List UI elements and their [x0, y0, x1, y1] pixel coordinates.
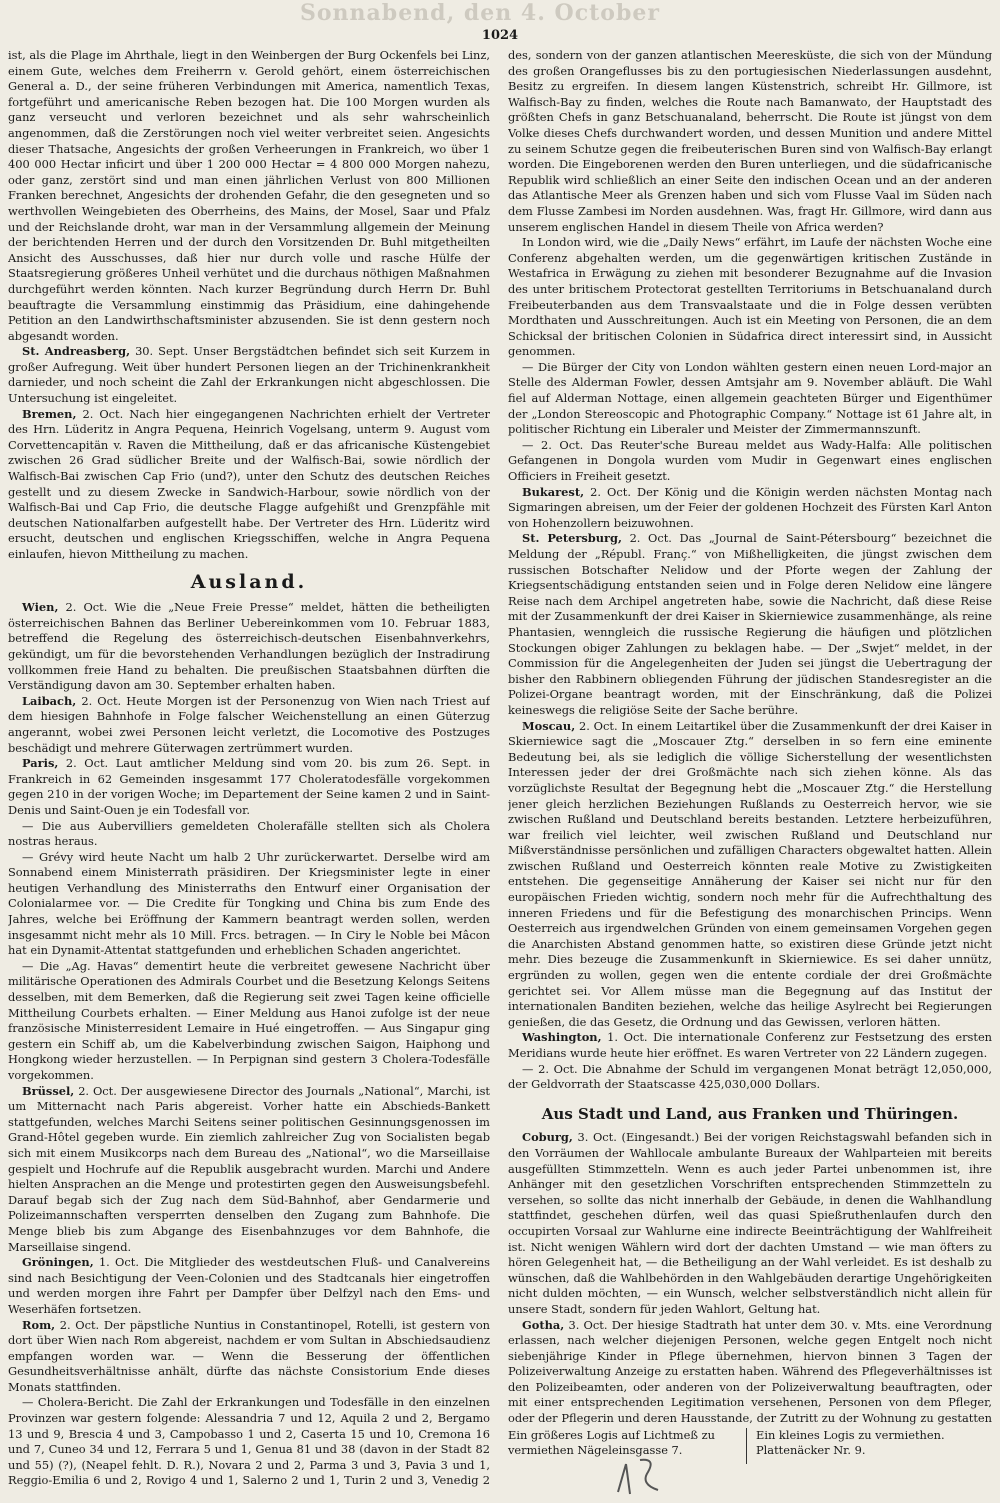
- article-text: Unser Bergstädtchen befindet sich seit Kurzem in großer Aufregung. Weit über hundert Personen liegen an der Trichinenkrankheit darnieder, und noch scheint die Zahl der Erkrankungen nicht abgeschlossen. Die Untersuchung ist eingeleitet.: [8, 344, 490, 406]
- article-paragraph: In London wird, wie die „Daily News“ erfährt, im Laufe der nächsten Woche eine Conferenz abgehalten werden, um die gegenwärtigen kritischen Zustände in Westafrica in Erwägung zu ziehen mit besonderer Bezugnahme auf die Invasion des unter britischem Protectorat gestellten Territoriums in Betschuanaland durch Freibeuterbanden aus dem Transvaalstaate und die in Folge dessen verübten Mordthaten und Ausschreitungen. Auch ist ein Meeting von Personen, die an dem Schicksal der britischen Colonien in Südafrica direct interessirt sind, in Aussicht genommen.: [508, 235, 992, 359]
- article-paragraph: [8, 344, 490, 406]
- article-date: 2. Oct.: [81, 693, 122, 708]
- article-text: Der päpstliche Nuntius in Constantinopel, Rotelli, ist gestern von dort über Wien nach Rom abgereist, nachdem er vom Sultan in Abschiedsaudienz empfangen worden war. — Wenn die Besserung der öffentlichen Gesundheitsverhältnisse anhält, dürfte das nächste Consistorium Ende dieses Monats stattfinden.: [8, 1317, 490, 1394]
- left-column: [8, 48, 490, 1488]
- article-paragraph: [508, 719, 992, 1031]
- dateline: Coburg,: [522, 1130, 573, 1145]
- article-paragraph: — Die „Ag. Havas“ dementirt heute die verbreitet gewesene Nachricht über militärische Operationen des Admirals Courbet und die Besetzung Kelongs Seitens desselben, mit dem Bemerken, daß die Regierung seit zwei Tagen keine officielle Mittheilung Courbets erhalten. — Einer Meldung aus Hanoi zufolge ist der neue französische Ministerresident Lemaire in Hué eingetroffen. — Aus Singapur ging gestern ein Schiff ab, um die Kabelverbindung zwischen Saigon, Haiphong und Hongkong wieder herzustellen. — In Perpignan sind gestern 3 Cholera-Todesfälle vorgekommen.: [8, 958, 490, 1082]
- article-text: Laut amtlicher Meldung sind vom 20. bis zum 26. Sept. in Frankreich in 62 Gemeinden insgesammt 177 Choleratodesfälle vorgekommen gegen 210 in der vorigen Woche; im Departement der Seine kamen 2 und in Saint-Denis und Saint-Ouen je ein Todesfall vor.: [8, 756, 490, 817]
- dateline: Gotha,: [522, 1317, 565, 1332]
- article-paragraph: [508, 1030, 992, 1061]
- article-date: 2. Oct.: [590, 484, 631, 499]
- handwritten-mark: [612, 1452, 682, 1500]
- article-paragraph: [508, 531, 992, 718]
- dateline: Wien,: [22, 600, 59, 615]
- article-paragraph: [8, 600, 490, 694]
- article-paragraph: [8, 756, 490, 818]
- article-text: Der ausgewiesene Director des Journals „National“, Marchi, ist um Mitternacht nach Paris abgereist. Vorher hatte ein Abschieds-Bankett stattgefunden, welches Marchi Seitens seiner politischen Gesinnungsgenossen im Grand-Hôtel gegeben wurde. Ein ziemlich zahlreicher Zug von Socialisten begab sich mit einem Musikcorps nach dem Bureau des „National“, wo die Marseillaise gespielt und Hochrufe auf die Republik ausgebracht wurden. Marchi und Andere hielten Ansprachen an die Menge und protestirten gegen den Ausweisungsbefehl. Darauf begab sich der Zug nach dem Süd-Bahnhof, aber Gendarmerie und Polizeimannschaften versperrten denselben den Zugang zum Bahnhofe. Die Menge blieb bis zum Abgange des Eisenbahnzuges vor dem Bahnhofe, die Marseillaise singend.: [8, 1083, 490, 1254]
- article-date: 1. Oct.: [607, 1030, 648, 1045]
- dateline: Gröningen,: [22, 1255, 94, 1270]
- article-paragraph: [8, 1318, 490, 1396]
- article-date: 2. Oct.: [78, 1083, 117, 1098]
- article-text: Die Mitglieder des westdeutschen Fluß- und Canalvereins sind nach Besichtigung der Veen-Colonien und des Stadtcanals hier eingetroffen und werden morgen ihre Fahrt per Dampfer über Delfzyl nach den Ems- und Weserhäfen fortsetzen.: [8, 1255, 490, 1316]
- article-text: Nach hier eingegangenen Nachrichten erhielt der Vertreter des Hrn. Lüderitz in Angra Pequena, Heinrich Vogelsang, unterm 9. August vom Corvettencapitän v. Raven die Mittheilung, daß er das africanische Küstengebiet zwischen 26 Grad südlicher Breite und der Walfisch-Bai, sowie nördlich der Walfisch-Bai zwischen Cap Frio (und?), unter den Schutz des deutschen Reiches gestellt und zu diesem Zwecke in Sandwich-Harbour, sowie nördlich von der Walfisch-Bai und Cap Frio, die deutsche Flagge aufgehißt und Grenzpfähle mit deutschen Nationalfarben aufgestellt habe. Der Vertreter des Hrn. Lüderitz wird ersucht, deutschen und englischen Kriegsschiffen, welche in Angra Pequena einlaufen, hievon Mittheilung zu machen.: [8, 406, 490, 561]
- article-paragraph: [508, 1318, 992, 1429]
- article-date: 2. Oct.: [579, 718, 618, 733]
- article-paragraph: [8, 694, 490, 756]
- article-text: In einem Leitartikel über die Zusammenkunft der drei Kaiser in Skierniewice sagt die „Moscauer Ztg.“ derselben in so fern eine eminente Bedeutung bei, als sie lediglich die völlige Sicherstellung der wesentlichsten Interessen jeder der drei Großmächte nach sich ziehen könne. Als das vorzüglichste Resultat der Begegnung hebt die „Moscauer Ztg.“ die Herstellung jener gleich herzlichen Beziehungen Rußlands zu Oesterreich hervor, wie sie zwischen Rußland und Deutschland bereits bestanden. Letztere herbeizuführen, war freilich viel leichter, weil zwischen Rußland und Deutschland nur Mißverständnisse persönlichen und zufälligen Characters obgewaltet hatten. Allein zwischen Rußland und Oesterreich könnten reale Motive zu Zwistigkeiten entstehen. Die gegenseitige Annäherung der Kaiser sei nicht nur für den europäischen Frieden wichtig, sondern noch mehr für die Aufrechthaltung des inneren Friedens und für die Befestigung des monarchischen Princips. Wenn Oesterreich aus irgendwelchen Gründen von einem gemeinsamen Vorgehen gegen die Anarchisten Abstand genommen hatte, so existiren diese Gründe jetzt nicht mehr. Dies bezeuge die Zusammenkunft in Skierniewice. Es sei daher unnütz, ergründen zu wollen, gegen wen die entente cordiale der drei Großmächte gerichtet sei. Vor Allem müsse man die Begegnung auf das Institut der internationalen Banditen beziehen, welche das heilige Asylrecht bei Regierungen genießen, die das Gesetz, die Ordnung und das Gewissen, verloren hätten.: [508, 718, 992, 1029]
- article-paragraph: [508, 485, 992, 532]
- section-heading-stadt-und-land: Aus Stadt und Land, aus Franken und Thüringen.: [541, 1104, 959, 1123]
- dateline: Rom,: [22, 1317, 56, 1332]
- section-heading-ausland: Ausland.: [190, 570, 308, 593]
- article-date: 2. Oct.: [65, 756, 109, 771]
- article-date: 3. Oct.: [577, 1130, 617, 1145]
- article-date: 30. Sept.: [135, 344, 189, 359]
- dateline: Paris,: [22, 756, 59, 771]
- article-text: (Eingesandt.) Bei der vorigen Reichstagswahl befanden sich in den Vorräumen der Wahllocale ambulante Bureaux der Wahlparteien mit bereits ausgefüllten Stimmzetteln. Wenn es auch jeder Partei unbenommen ist, ihre Anhänger mit den gesetzlichen Vorschriften entsprechenden Stimmzetteln zu versehen, so sollte das nicht innerhalb der Gebäude, in denen die Wahlhandlung stattfindet, geschehen dürfen, weil das quasi Spießruthenlaufen durch den occupirten Vorsaal zur Wahlurne eine indirecte Beeinträchtigung der Wahlfreiheit ist. Nicht wenigen Wählern wird dort der dachten Umstand — wie man öfters zu hören Gelegenheit hat, — die Betheiligung an der Wahl verleidet. Es ist deshalb zu wünschen, daß die Wahlbehörden in den Wahlgebäuden derartige Ungehörigkeiten nicht dulden möchten, — ein Wunsch, welcher selbstverständlich nicht allein für unsere Stadt, sondern für jeden Wahlort, Geltung hat.: [508, 1130, 992, 1316]
- right-column: [508, 48, 992, 1428]
- classified-ad: Ein kleines Logis zu vermiethen. Plattenäcker Nr. 9.: [756, 1428, 945, 1457]
- dateline: St. Andreasberg,: [22, 344, 131, 359]
- article-text: Heute Morgen ist der Personenzug von Wien nach Triest auf dem hiesigen Bahnhofe in Folge falscher Weichenstellung an einen Güterzug angerannt, wobei zwei Personen leicht verletzt, die Locomotive des Postzuges beschädigt und mehrere Güterwagen zertrümmert wurden.: [8, 693, 490, 755]
- article-date: 2. Oct.: [82, 406, 124, 421]
- article-date: 2. Oct.: [59, 1317, 100, 1332]
- article-paragraph: — 2. Oct. Die Abnahme der Schuld im vergangenen Monat beträgt 12,050,000, der Geldvorrath der Staatscasse 425,030,000 Dollars.: [508, 1061, 992, 1092]
- article-paragraph: — Die aus Aubervilliers gemeldeten Cholerafälle stellten sich als Cholera nostras heraus.: [8, 818, 490, 849]
- article-paragraph: [8, 1255, 490, 1317]
- dateline: Laibach,: [22, 693, 77, 708]
- dateline: St. Petersburg,: [522, 531, 622, 546]
- article-paragraph: — Cholera-Bericht. Die Zahl der Erkrankungen und Todesfälle in den einzelnen Provinzen war gestern folgende: Alessandria 7 und 12, Aquila 2 und 2, Bergamo 13 und 9, Brescia 4 und 3, Campobasso 1 und 2, Caserta 15 und 10, Cremona 16 und 7, Cuneo 34 und 12, Ferrara 5 und 1, Genua 81 und 38 (davon in der Stadt 82 und 55) (?), (Neapel fehlt. D. R.), Novara 2 und 2, Parma 3 und 3, Pavia 3 und 1, Reggio-Emilia 6 und 2, Rovigo 4 und 1, Salerno 2 und 1, Turin 2 und 3, Venedig 2: [8, 1395, 490, 1488]
- article-text: Der König und die Königin werden nächsten Montag nach Sigmaringen abreisen, um der Feier der goldenen Hochzeit des Fürsten Karl Anton von Hohenzollern beizuwohnen.: [508, 484, 992, 530]
- dateline: Bukarest,: [522, 484, 585, 499]
- article-date: 1. Oct.: [98, 1255, 139, 1270]
- dateline: Washington,: [522, 1030, 602, 1045]
- classified-ads: [508, 1428, 992, 1468]
- dateline: Brüssel,: [22, 1083, 75, 1098]
- dateline: Moscau,: [522, 718, 576, 733]
- article-text: Die internationale Conferenz zur Festsetzung des ersten Meridians wurde heute hier eröffnet. Es waren Vertreter von 22 Ländern zugegen.: [508, 1030, 992, 1060]
- article-text: Das „Journal de Saint-Pétersbourg“ bezeichnet die Meldung der „Républ. Franç.“ von Mißhelligkeiten, die jüngst zwischen dem russischen Botschafter Nelidow und der Pforte wegen der Zahlung der Kriegsentschädigung entstanden seien und in Folge deren Nelidow eine längere Reise nach dem Archipel angetreten habe, sowie die Nachricht, daß diese Reise mit der Zusammenkunft der drei Kaiser in Skierniewice zusammenhänge, als reine Phantasien, wenngleich die russische Regierung die häufigen und plötzlichen Stockungen obiger Zahlungen zu beklagen habe. — Der „Swjet“ meldet, in der Commission für die Angelegenheiten der Juden sei jüngst die Uebertragung der bisher den Rabbinern obliegenden Führung der jüdischen Standesregister an die Polizei-Organe beantragt worden, mit der Einschränkung, daß die Polizei keineswegs die religiöse Seite der Sache berühre.: [508, 531, 992, 717]
- classified-ad: Ein größeres Logis auf Lichtmeß zu vermiethen Nägeleinsgasse 7.: [508, 1428, 715, 1457]
- article-paragraph: — Grévy wird heute Nacht um halb 2 Uhr zurückerwartet. Derselbe wird am Sonnabend einem Ministerrath präsidiren. Der Kriegsminister legte in einer heutigen Verhandlung des Ministerraths den Entwurf einer Organisation der Colonialarmee vor. — Die Credite für Tongking und China bis zum Ende des Jahres, welche bei Eröffnung der Kammern beantragt werden sollen, werden insgesammt nicht mehr als 10 Mill. Frcs. betragen. — In Ciry le Noble bei Mâcon hat ein Dynamit-Attentat stattgefunden und erheblichen Schaden angerichtet.: [8, 849, 490, 958]
- article-date: 2. Oct.: [629, 531, 672, 546]
- page-number: 1024: [481, 28, 519, 43]
- article-text: Der hiesige Stadtrath hat unter dem 30. v. Mts. eine Verordnung erlassen, nach welcher diejenigen Personen, welche gegen Entgelt noch nicht siebenjährige Kinder in Pflege übernehmen, hiervon binnen 3 Tagen der Polizeiverwaltung Anzeige zu erstatten haben. Während des Pflegeverhältnisses ist den Polizeibeamten, oder anderen von der Polizeiverwaltung beauftragten, oder mit einer entsprechenden Legitimation versehenen, Personen von dem Pfleger, oder der Pflegerin und deren Hausstande, der Zutritt zu der Wohnung zu gestatten: [508, 1317, 992, 1426]
- bleed-through-header: Sonnabend, den 4. October: [300, 0, 660, 26]
- article-paragraph: [8, 407, 490, 563]
- article-text: Wie die „Neue Freie Presse“ meldet, hätten die betheiligten österreichischen Bahnen das Berliner Uebereinkommen vom 10. Februar 1883, betreffend die Regelung des österreichisch-deutschen Eisenbahnverkehrs, gekündigt, um für die bevorstehenden Verhandlungen bezüglich der Instradirung vollkommen freie Hand zu behalten. Die preußischen Staatsbahnen dürften die Verständigung davon am 30. September erhalten haben.: [8, 600, 490, 693]
- article-paragraph: — Die Bürger der City von London wählten gestern einen neuen Lord-major an Stelle des Alderman Fowler, dessen Amtsjahr am 9. November abläuft. Die Wahl fiel auf Alderman Nottage, einen allgemein geachteten Bürger und Eigenthümer der „London Stereoscopic and Photographic Company.“ Nottage ist 61 Jahre alt, in politischer Richtung ein Liberaler und Meister der Zimmermannszunft.: [508, 359, 992, 437]
- dateline: Bremen,: [22, 406, 77, 421]
- article-date: 3. Oct.: [568, 1317, 608, 1332]
- article-paragraph: ist, als die Plage im Ahrthale, liegt in den Weinbergen der Burg Ockenfels bei Linz, einem Gute, welches dem Freiherrn v. Gerold gehört, einem österreichischen General a. D., der seine früheren Verbindungen mit America, namentlich Texas, fortgeführt und americanische Reben bezogen hat. Die 100 Morgen wurden als ganz verseucht und verloren bezeichnet und als sehr wahrscheinlich angenommen, daß die Zerstörungen noch viel weiter verbreitet seien. Angesichts dieser Thatsache, Angesichts der großen Verheerungen in Frankreich, wo über 1 400 000 Hectar inficirt und über 1 200 000 Hectar = 4 800 000 Morgen nahezu, oder ganz, zerstört sind und man einen jährlichen Verlust von 800 Millionen Franken berechnet, Angesichts der drohenden Gefahr, die den gesegneten und so werthvollen Weingebieten des Oberrheins, des Mains, der Mosel, Saar und Pfalz und der Reichslande droht, war man in der Versammlung allgemein der Meinung der berichtenden Herren und der durch den Vorsitzenden Dr. Buhl mitgetheilten Ansicht des Ausschusses, daß hier nur durch volle und rasche Hülfe der Staatsregierung größeres Unheil verhütet und die durchaus nöthigen Maßnahmen durchgeführt werden könnten. Nach kurzer Begründung durch Herrn Dr. Buhl beauftragte die Versammlung einstimmig das Präsidium, eine dahingehende Petition an den Landwirthschaftsminister abzusenden. Sie ist denn gestern noch abgesandt worden.: [8, 48, 490, 343]
- article-date: 2. Oct.: [65, 600, 108, 615]
- ad-divider: [746, 1428, 747, 1464]
- article-paragraph: — 2. Oct. Das Reuter'sche Bureau meldet aus Wady-Halfa: Alle politischen Gefangenen in Dongola wurden vom Mudir in Gegenwart eines englischen Officiers in Freiheit gesetzt.: [508, 437, 992, 484]
- article-paragraph: [508, 1130, 992, 1317]
- article-paragraph: [8, 1084, 490, 1256]
- article-paragraph: des, sondern von der ganzen atlantischen Meeresküste, die sich von der Mündung des großen Orangeflusses bis zu den portugiesischen Niederlassungen ausdehnt, Besitz zu ergreifen. In diesem langen Küstenstrich, schreibt Hr. Gillmore, ist Walfisch-Bay zu finden, welches die Route nach Bamanwato, der Hauptstadt des größten Chefs in ganz Betschuanaland, beherrscht. Die Route ist jüngst von dem Volke dieses Chefs durchwandert worden, und dessen Munition und andere Mittel zu seinem Schutze gegen die freibeuterischen Buren sind von Walfisch-Bay erlangt worden. Die Eingeborenen werden den Buren unterliegen, und die südafricanische Republik wird schließlich an einer Seite den indischen Ocean und an der anderen das Atlantische Meer als Grenzen haben und sich vom Flusse Vaal im Süden nach dem Flusse Zambesi im Norden ausdehnen. Was, fragt Hr. Gillmore, wird dann aus unserem englischen Handel in diesem Theile von Africa werden?: [508, 48, 992, 234]
